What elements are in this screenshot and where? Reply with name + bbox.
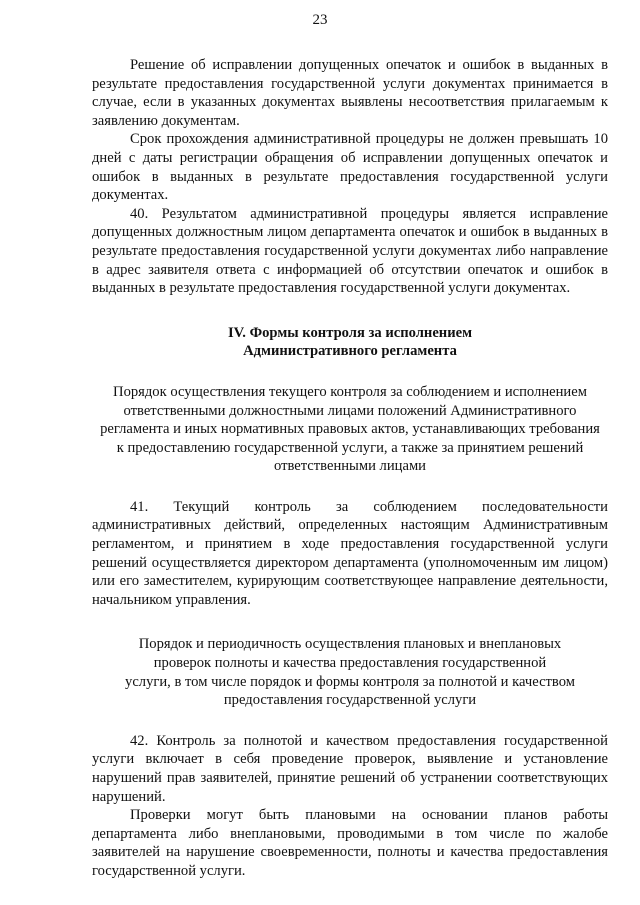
subheading-current-control [92,383,608,476]
paragraph-42: 42. Контроль за полнотой и качеством предоставления государственной услуги включает в себя проведение проверок, выявление и установление нарушений прав заявителей, принятие решений об устранении соответствующих нарушений. [92,732,608,805]
paragraph-inspections-types: Проверки могут быть плановыми на основании планов работы департамента либо внеплановыми, проводимыми в том числе по жалобе заявителей на нарушение своевременности, полноты и качества предоставления государственной услуги. [92,807,608,879]
page-number: 23 [312,12,328,28]
subheading-1-line5: ответственными лицами [273,458,426,475]
subheading-2-line3: услуги, в том числе порядок и формы контроля за полнотой и качеством [125,673,575,690]
subheading-1-line2: ответственными должностными лицами положений Административного [123,402,577,419]
page-content [92,56,608,881]
paragraph-correction-decision: Решение об исправлении допущенных опечаток и ошибок в выданных в результате предоставления государственной услуги документах принимается в случае, если в указанных документах выявлены несоответствия прилагаемым к заявлению документам. [92,57,608,129]
paragraph-procedure-term: Срок прохождения административной процедуры не должен превышать 10 дней с даты регистрации обращения об исправлении допущенных опечаток и ошибок в выданных в результате предоставления государственной услуги документах. [92,131,608,204]
section-heading-line2: Административного регламента [243,343,457,360]
section-heading-line1: IV. Формы контроля за исполнением [227,324,473,341]
subheading-1-line4: к предоставлению государственной услуги, а также за принятием решений [116,439,584,456]
section-heading [92,324,608,361]
subheading-2-line1: Порядок и периодичность осуществления плановых и внеплановых [138,636,562,653]
subheading-1-line3: регламента и иных нормативных правовых актов, устанавливающих требования [100,421,600,438]
paragraph-40: 40. Результатом административной процедуры является исправление допущенных должностным лицом департамента опечаток и ошибок в выданных в результате предоставления государственной услуги документах либо направление в адрес заявителя ответа с информацией об отсутствии опечаток и ошибок в выданных в результате предоставления государственной услуги документах. [92,205,608,297]
subheading-2-line2: проверок полноты и качества предоставления государственной [153,655,547,672]
subheading-1-line1: Порядок осуществления текущего контроля за соблюдением и исполнением [113,383,587,400]
subheading-2-line4: предоставления государственной услуги [223,692,477,709]
paragraph-41: 41. Текущий контроль за соблюдением последовательности административных действий, определенных настоящим Административным регламентом, и принятием в ходе предоставления государственной услуги решений осуществляется директором департамента (уполномоченным им лицом) или его заместителем, курирующим соответствующее направление деятельности, начальником управления. [92,498,608,608]
subheading-inspections [92,635,608,709]
